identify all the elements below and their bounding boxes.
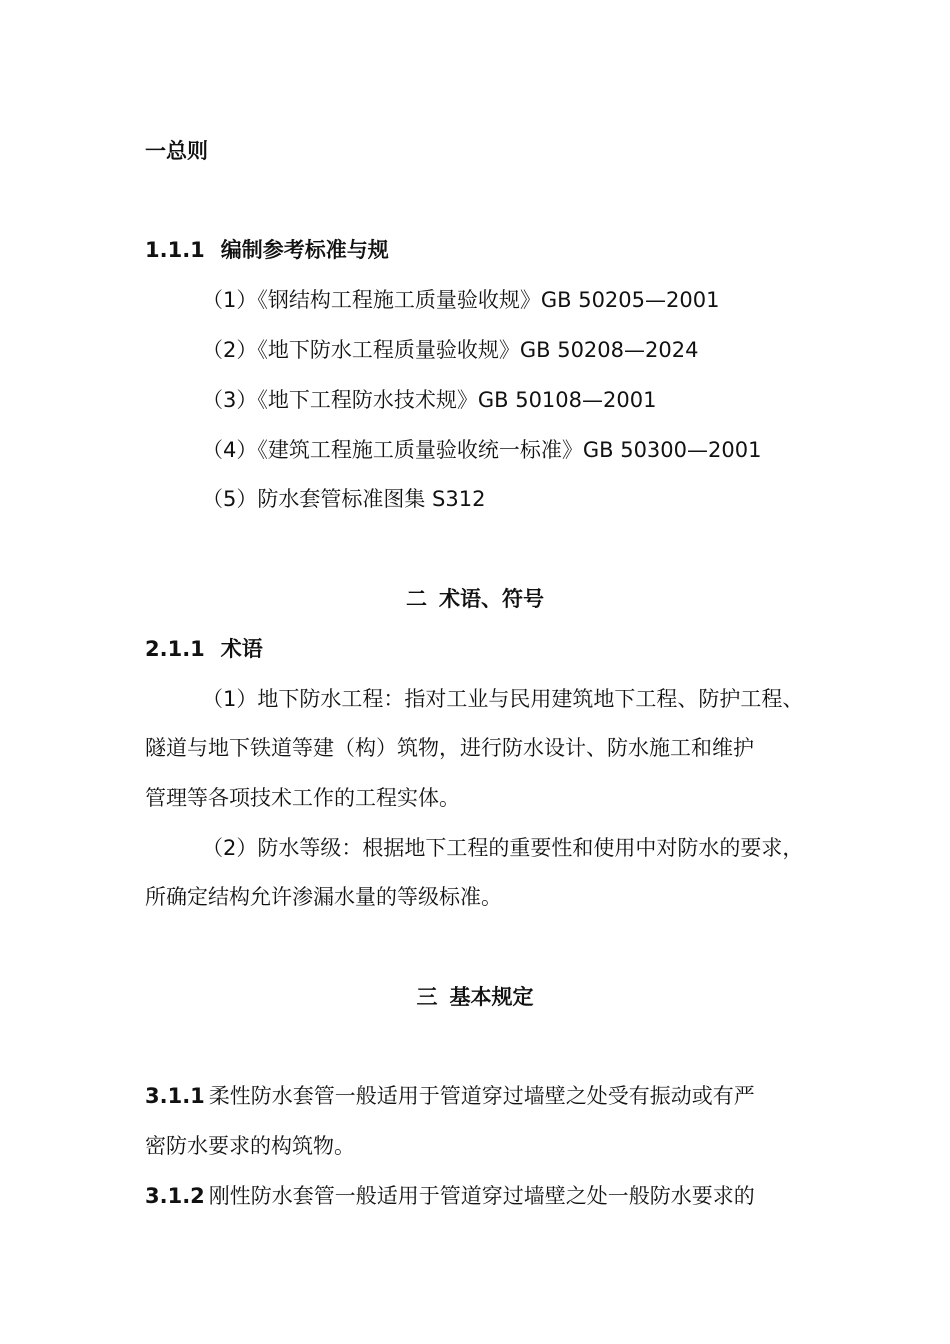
clause-text: 柔性防水套管一般适用于管道穿过墙壁之处受有振动或有严 xyxy=(208,1084,755,1108)
reference-item: （4）《建筑工程施工质量验收统一标准》GB 50300—2001 xyxy=(202,438,762,462)
paragraph-line: 所确定结构允许渗漏水量的等级标准。 xyxy=(145,885,502,909)
reference-item: （1）《钢结构工程施工质量验收规》GB 50205—2001 xyxy=(202,288,720,312)
reference-item: （2）《地下防水工程质量验收规》GB 50208—2024 xyxy=(202,338,699,362)
clause-1-1-1-heading xyxy=(145,235,389,265)
section-1-title: 一总则 xyxy=(145,139,208,163)
clause-number: 3.1.2 xyxy=(145,1184,205,1208)
section-1-heading xyxy=(145,136,208,166)
clause-text: 刚性防水套管一般适用于管道穿过墙壁之处一般防水要求的 xyxy=(208,1184,755,1208)
clause-3-1-2 xyxy=(145,1181,755,1211)
clause-number: 2.1.1 xyxy=(145,637,205,661)
clause-number: 3.1.1 xyxy=(145,1084,205,1108)
reference-item: （3）《地下工程防水技术规》GB 50108—2001 xyxy=(202,388,657,412)
paragraph-line: 隧道与地下铁道等建（构）筑物，进行防水设计、防水施工和维护 xyxy=(145,736,754,760)
paragraph-line: （1）地下防水工程：指对工业与民用建筑地下工程、防护工程、 xyxy=(202,687,804,711)
section-2-numeral: 二 xyxy=(406,587,427,611)
section-2-title: 术语、符号 xyxy=(439,587,544,611)
paragraph-line: 密防水要求的构筑物。 xyxy=(145,1134,355,1158)
clause-title: 术语 xyxy=(220,637,263,661)
clause-title: 编制参考标准与规 xyxy=(220,238,389,262)
clause-2-1-1-heading xyxy=(145,634,263,664)
section-3-heading xyxy=(0,982,950,1012)
paragraph-line: 管理等各项技术工作的工程实体。 xyxy=(145,786,460,810)
section-2-heading xyxy=(0,584,950,614)
paragraph-line: （2）防水等级：根据地下工程的重要性和使用中对防水的要求， xyxy=(202,836,804,860)
reference-item: （5）防水套管标准图集 S312 xyxy=(202,487,486,511)
section-3-numeral: 三 xyxy=(416,985,438,1009)
section-3-title: 基本规定 xyxy=(449,985,534,1009)
clause-3-1-1 xyxy=(145,1081,755,1111)
clause-number: 1.1.1 xyxy=(145,238,205,262)
